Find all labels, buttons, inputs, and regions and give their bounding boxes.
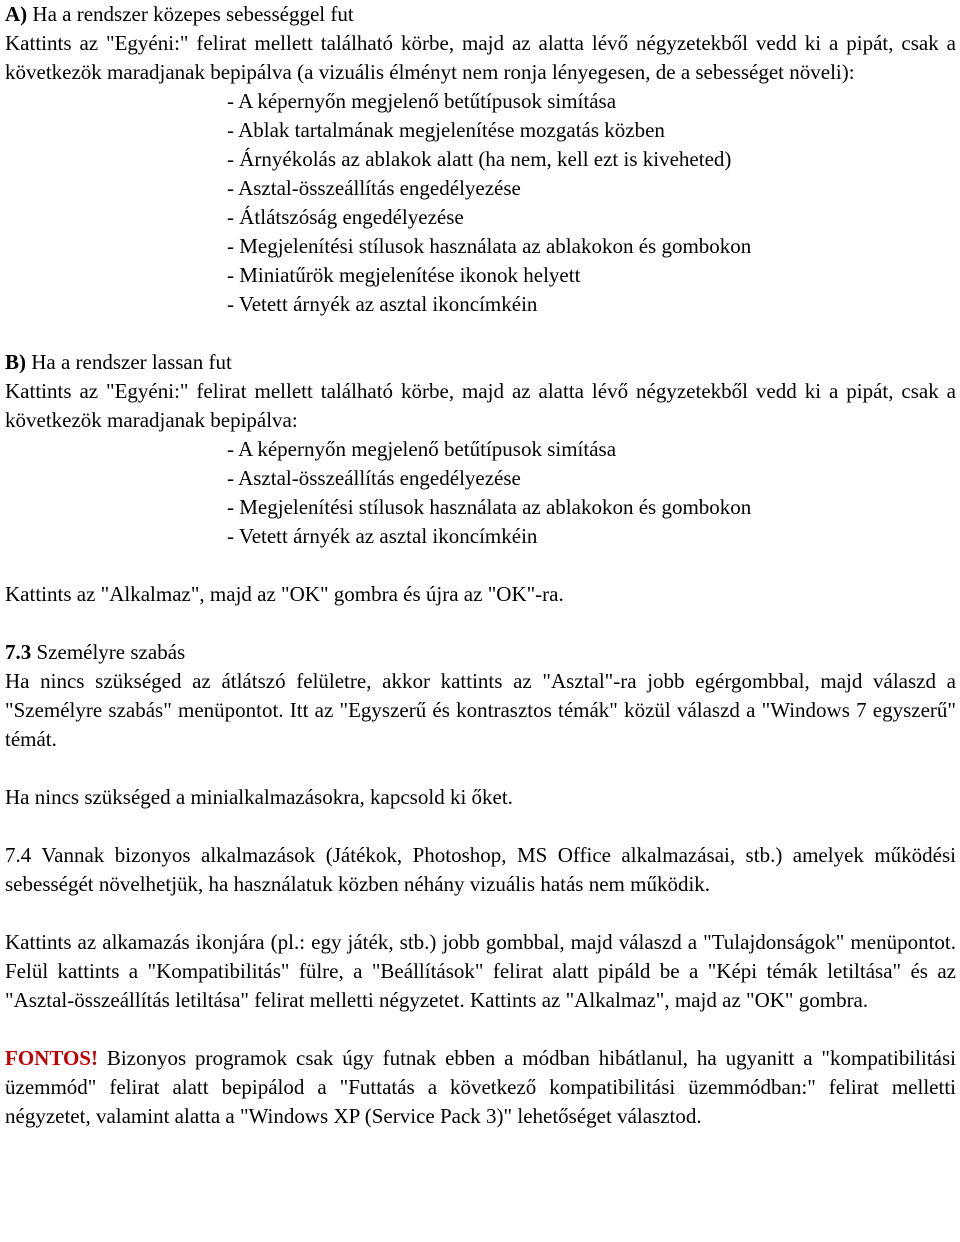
list-item: - Árnyékolás az ablakok alatt (ha nem, kell ezt is kiveheted) bbox=[227, 147, 732, 171]
section-7-3-paragraph: Ha nincs szükséged az átlátszó felületre, akkor kattints az "Asztal"-ra jobb egérgombbal, majd válaszd a "Személyre szabás" menüpontot. Itt az "Egyszerű és kontrasztos témák" közül válaszd a "Windows 7 egyszerű" témát. bbox=[5, 669, 956, 751]
important-note bbox=[5, 1044, 956, 1131]
section-7-4-paragraph: 7.4 Vannak bizonyos alkalmazások (Játékok, Photoshop, MS Office alkalmazásai, stb.) amelyek működési sebességét növelhetjük, ha használatuk közben néhány vizuális hatás nem működik. bbox=[5, 843, 956, 896]
list-item: - A képernyőn megjelenő betűtípusok simítása bbox=[227, 89, 617, 113]
section-b-heading-text: Ha a rendszer lassan fut bbox=[31, 350, 232, 374]
important-text: Bizonyos programok csak úgy futnak ebben a módban hibátlanul, ha ugyanitt a "kompatibilitási üzemmód" felirat alatt bepipálod a "Futtatás a következő kompatibilitási üzemmódban:" felirat melletti négyzetet, valamint alatta a "Windows XP (Service Pack 3)" lehetőséget választod. bbox=[5, 1046, 956, 1128]
section-7-3-heading bbox=[5, 638, 956, 667]
list-item: - Átlátszóság engedélyezése bbox=[227, 205, 464, 229]
section-7-4-paragraph-2: Kattints az alkamazás ikonjára (pl.: egy játék, stb.) jobb gombbal, majd válaszd a "Tulajdonságok" menüpontot. Felül kattints a "Kompatibilitás" fülre, a "Beállítások" felirat alatt pipáld be a "Képi témák letiltása" és az "Asztal-összeállítás letiltása" felirat melletti négyzetet. Kattints az "Alkalmaz", majd az "OK" gombra. bbox=[5, 930, 956, 1012]
section-b-intro: Kattints az "Egyéni:" felirat mellett található körbe, majd az alatta lévő négyzetekből vedd ki a pipát, csak a következök maradjanak bepipálva: bbox=[5, 379, 956, 432]
section-b-label: B) bbox=[5, 350, 26, 374]
list-item: - Vetett árnyék az asztal ikoncímkéin bbox=[227, 524, 538, 548]
spacer bbox=[5, 754, 956, 783]
section-7-3-paragraph-2: Ha nincs szükséged a minialkalmazásokra, kapcsold ki őket. bbox=[5, 785, 513, 809]
section-7-3-title: Személyre szabás bbox=[36, 640, 186, 664]
list-item: - Asztal-összeállítás engedélyezése bbox=[227, 466, 521, 490]
spacer bbox=[5, 1015, 956, 1044]
important-label: FONTOS! bbox=[5, 1046, 98, 1070]
list-item: - Ablak tartalmának megjelenítése mozgatás közben bbox=[227, 118, 665, 142]
section-a-list bbox=[5, 87, 956, 319]
list-item: - Miniatűrök megjelenítése ikonok helyett bbox=[227, 263, 581, 287]
list-item: - Megjelenítési stílusok használata az ablakokon és gombokon bbox=[227, 495, 752, 519]
section-b-heading bbox=[5, 348, 956, 377]
list-item: - Megjelenítési stílusok használata az ablakokon és gombokon bbox=[227, 234, 752, 258]
spacer bbox=[5, 899, 956, 928]
spacer bbox=[5, 812, 956, 841]
section-b-list bbox=[5, 435, 956, 551]
spacer bbox=[5, 551, 956, 580]
section-a-intro: Kattints az "Egyéni:" felirat mellett található körbe, majd az alatta lévő négyzetekből vedd ki a pipát, csak a következök maradjanak bepipálva (a vizuális élményt nem ronja lényegesen, de a sebességet növeli): bbox=[5, 31, 956, 84]
spacer bbox=[5, 609, 956, 638]
section-a-heading bbox=[5, 0, 956, 29]
apply-instruction: Kattints az "Alkalmaz", majd az "OK" gombra és újra az "OK"-ra. bbox=[5, 582, 564, 606]
list-item: - Asztal-összeállítás engedélyezése bbox=[227, 176, 521, 200]
spacer bbox=[5, 319, 956, 348]
section-7-3-number: 7.3 bbox=[5, 640, 32, 664]
list-item: - A képernyőn megjelenő betűtípusok simítása bbox=[227, 437, 617, 461]
section-a-label: A) bbox=[5, 2, 28, 26]
section-a-heading-text: Ha a rendszer közepes sebességgel fut bbox=[32, 2, 354, 26]
list-item: - Vetett árnyék az asztal ikoncímkéin bbox=[227, 292, 538, 316]
